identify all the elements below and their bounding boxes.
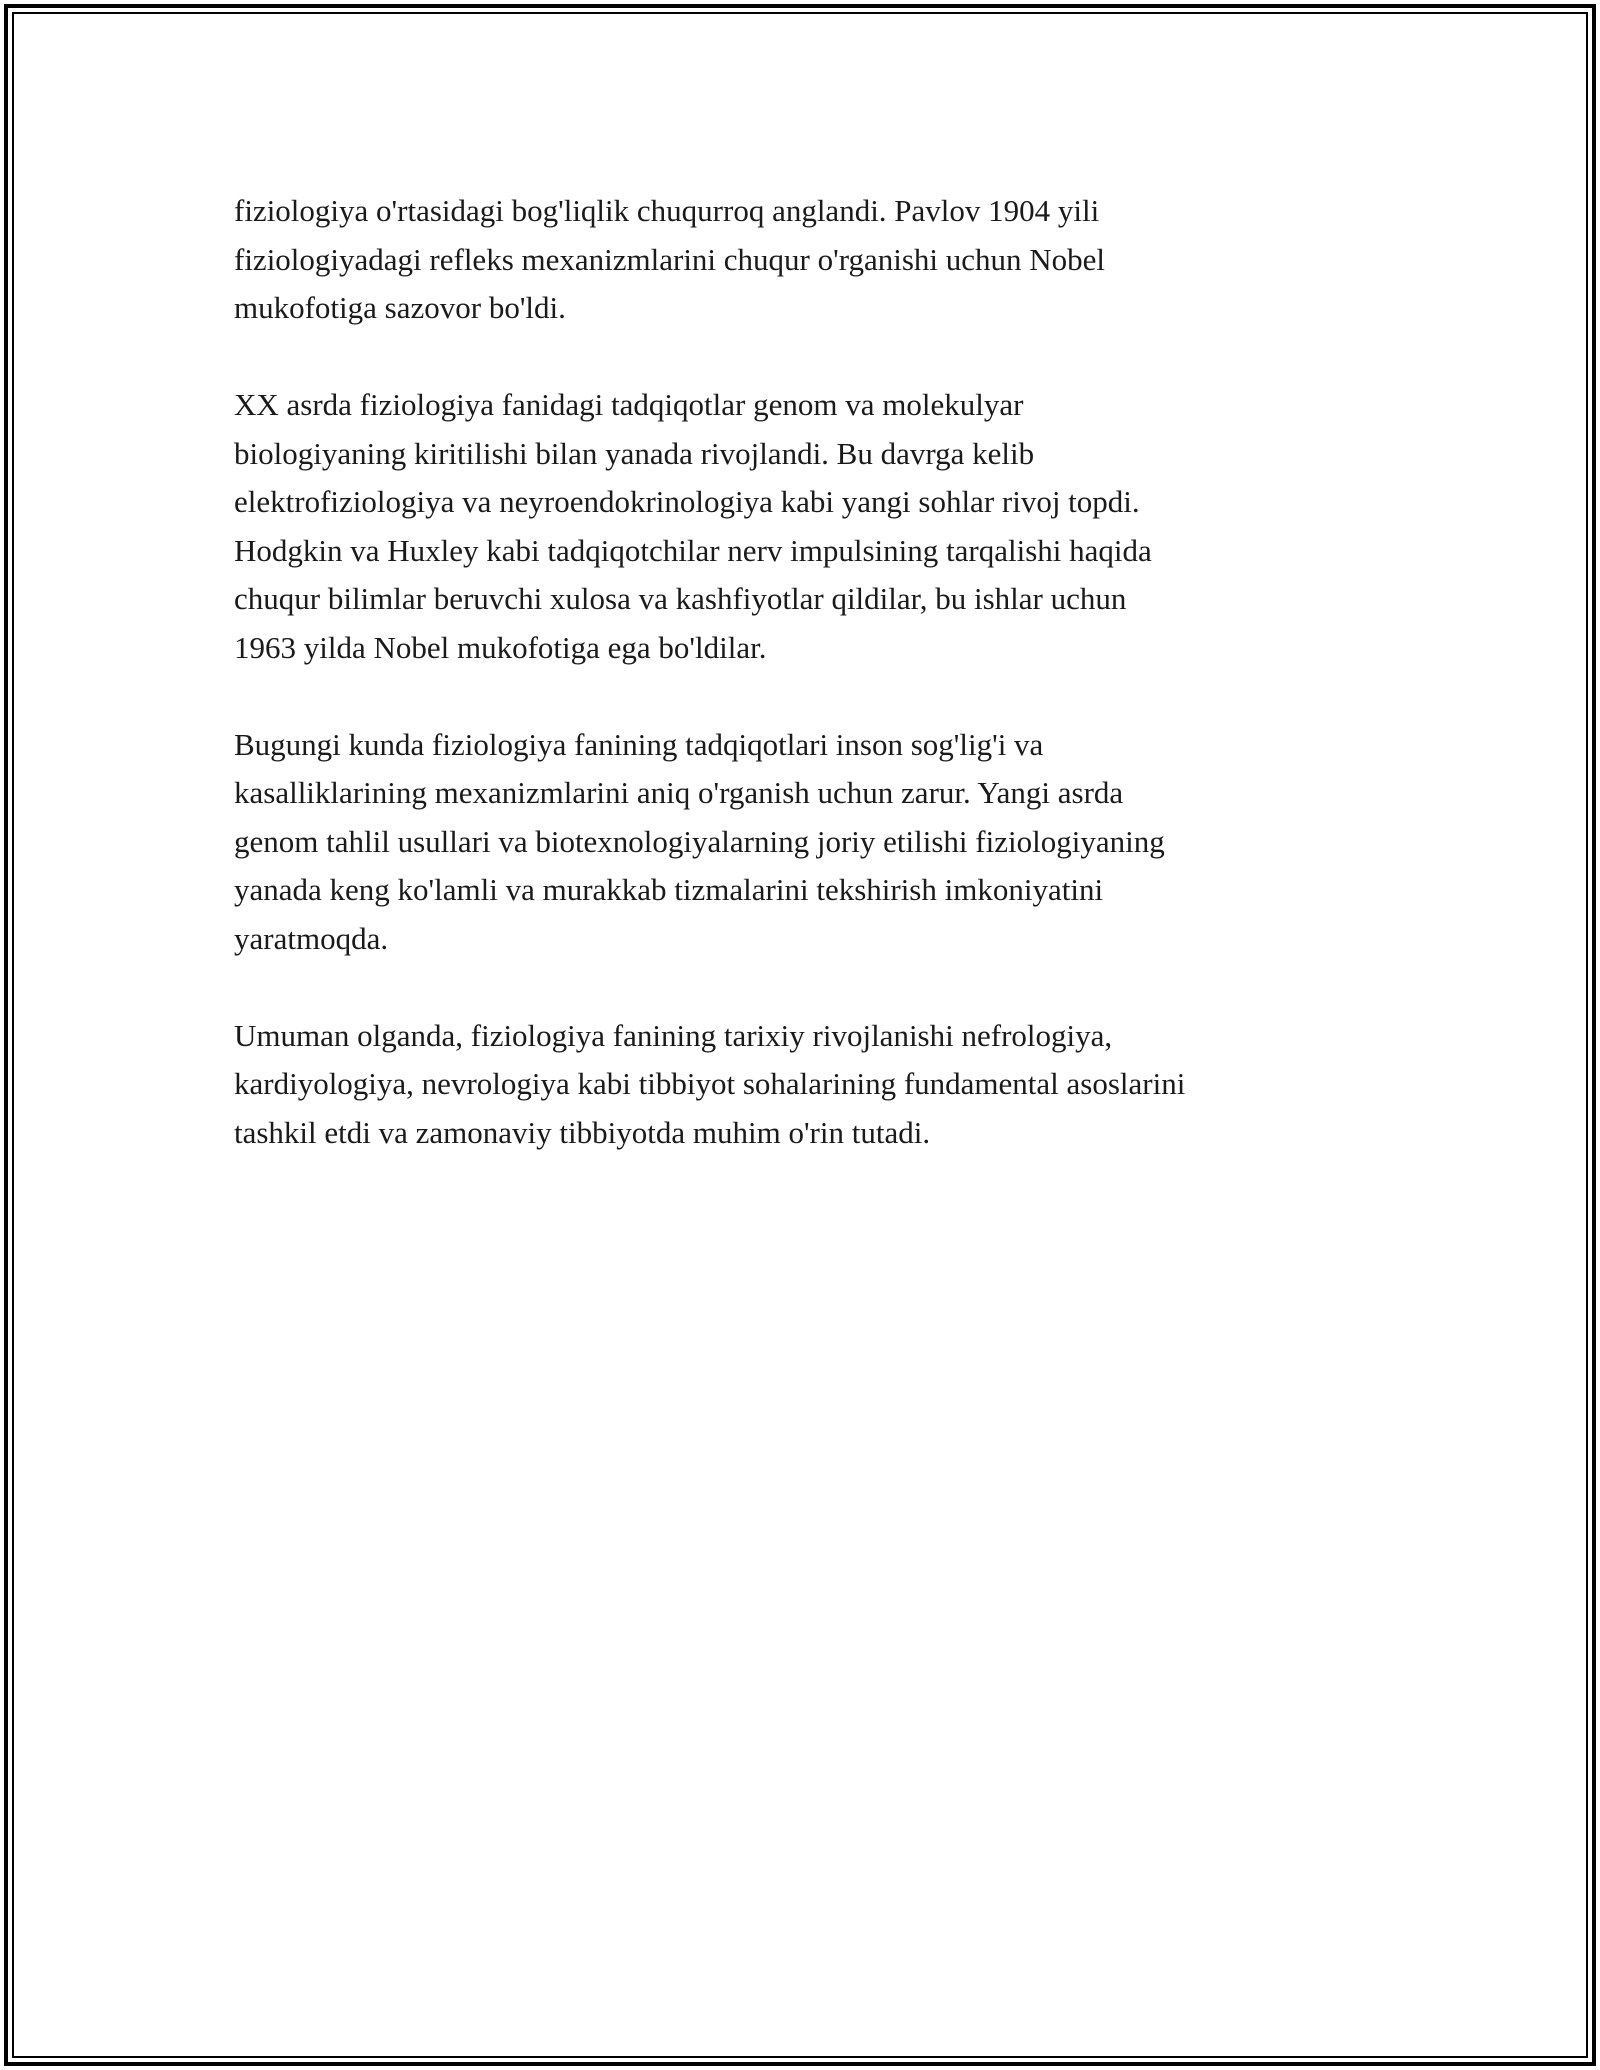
paragraph-today: Bugungi kunda fiziologiya fanining tadqiqotlari inson sog'lig'i va kasalliklarining mexanizmlarini aniq o'rganish uchun zarur. Yangi asrda genom tahlil usullari va biotexnologiyalarning joriy etilishi fiziologiyaning yanada keng ko'lamli va murakkab tizmalarini tekshirish imkoniyatini yaratmoqda. xyxy=(234,726,1165,956)
document-body xyxy=(234,187,1374,1206)
paragraph-conclusion: Umuman olganda, fiziologiya fanining tarixiy rivojlanishi nefrologiya, kardiyologiya, nevrologiya kabi tibbiyot sohalarining fundamental asoslarini tashkil etdi va zamonaviy tibbiyotda muhim o'rin tutadi. xyxy=(234,1017,1186,1150)
paragraph-pavlov: fiziologiya o'rtasidagi bog'liqlik chuqurroq anglandi. Pavlov 1904 yili fiziologiyadagi refleks mexanizmlarini chuqur o'rganishi uchun Nobel mukofotiga sazovor bo'ldi. xyxy=(234,193,1106,325)
paragraph-xx-century: XX asrda fiziologiya fanidagi tadqiqotlar genom va molekulyar biologiyaning kiritilishi bilan yanada rivojlandi. Bu davrga kelib elektrofiziologiya va neyroendokrinologiya kabi yangi sohlar rivoj topdi. Hodgkin va Huxley kabi tadqiqotchilar nerv impulsining tarqalishi haqida chuqur bilimlar beruvchi xulosa va kashfiyotlar qildilar, bu ishlar uchun 1963 yilda Nobel mukofotiga ega bo'ldilar. xyxy=(234,387,1152,665)
